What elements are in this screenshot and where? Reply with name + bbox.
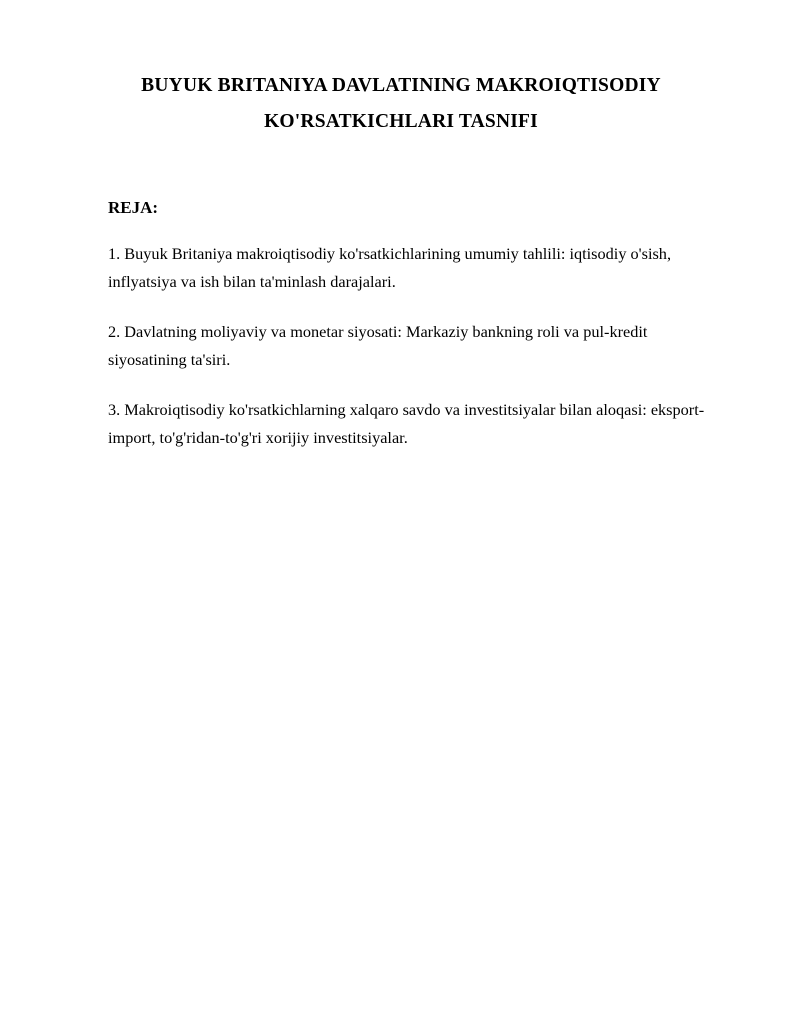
page-title xyxy=(108,68,742,140)
section-heading-reja: REJA: xyxy=(108,198,159,218)
page-title-line-1: BUYUK BRITANIYA DAVLATINING MAKROIQTISODIY xyxy=(141,75,661,96)
plan-item-3: 3. Makroiqtisodiy ko'rsatkichlarning xalqaro savdo va investitsiyalar bilan aloqasi: eksport-import, to'g'ridan-to'g'ri xorijiy investitsiyalar. xyxy=(108,400,705,448)
plan-item-2: 2. Davlatning moliyaviy va monetar siyosati: Markaziy bankning roli va pul-kredit siyosatining ta'siri. xyxy=(108,322,648,370)
page-title-line-2: KO'RSATKICHLARI TASNIFI xyxy=(264,111,538,133)
plan-item-1: 1. Buyuk Britaniya makroiqtisodiy ko'rsatkichlarining umumiy tahlili: iqtisodiy o'sish, inflyatsiya va ish bilan ta'minlash darajalari. xyxy=(108,244,672,292)
